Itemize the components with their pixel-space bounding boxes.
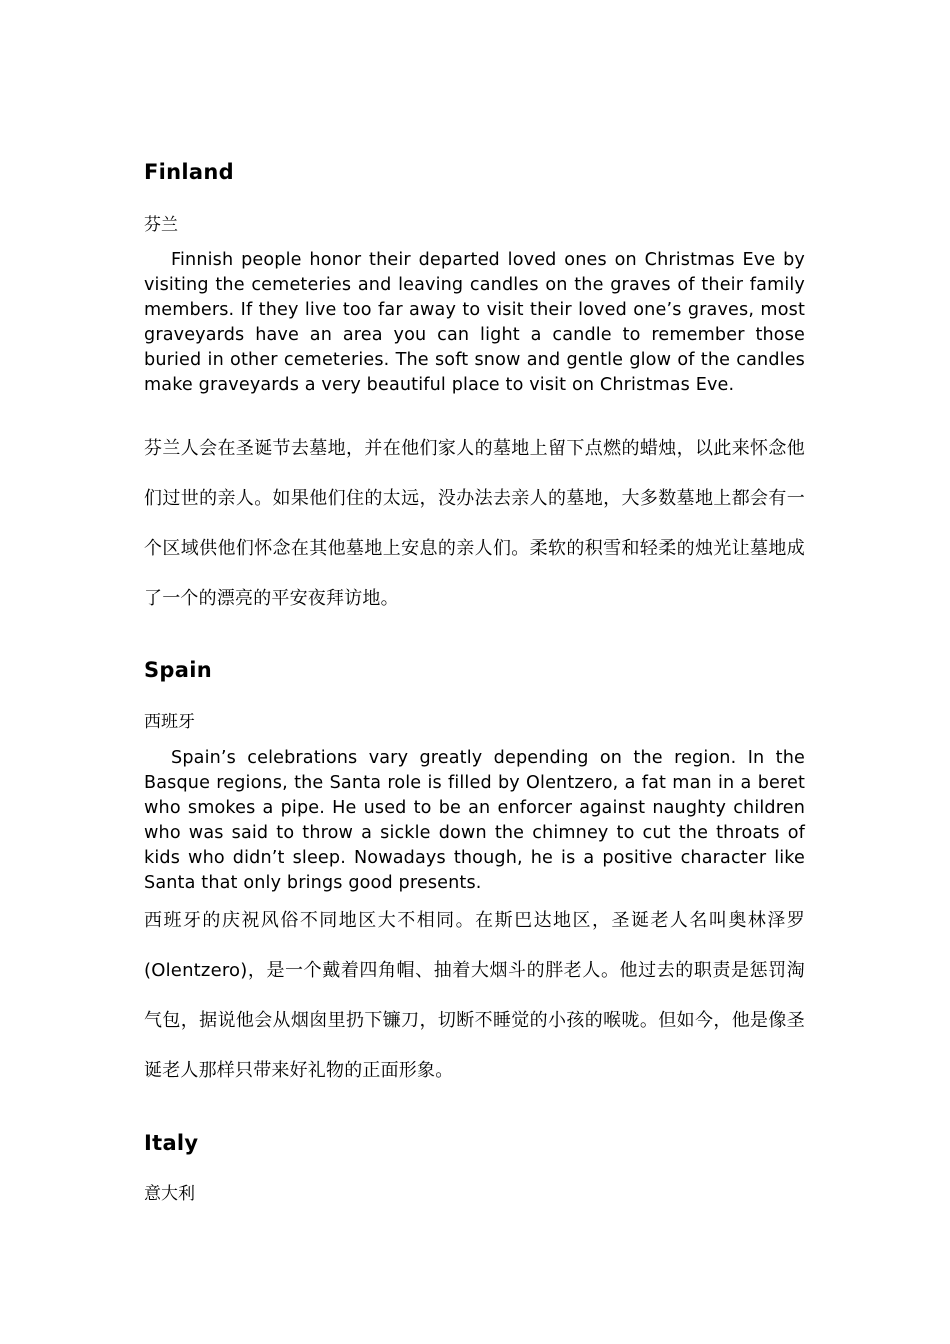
section-spain <box>144 658 805 1081</box>
english-paragraph: Finnish people honor their departed loved ones on Christmas Eve by visiting the cemeteries and leaving candles on the graves of their family members. If they live too far away to visit their loved one’s graves, most graveyards have an area you can light a candle to remember those buried in other cemeteries. The soft snow and gentle glow of the candles make graveyards a very beautiful place to visit on Christmas Eve. <box>144 250 805 395</box>
section-finland <box>144 160 805 609</box>
chinese-paragraph: 芬兰人会在圣诞节去墓地，并在他们家人的墓地上留下点燃的蜡烛，以此来怀念他们过世的亲人。如果他们住的太远，没办法去亲人的墓地，大多数墓地上都会有一个区域供他们怀念在其他墓地上安息的亲人们。柔软的积雪和轻柔的烛光让墓地成了一个的漂亮的平安夜拜访地。 <box>144 438 805 609</box>
section-heading: Spain <box>144 658 212 682</box>
section-heading: Italy <box>144 1131 199 1155</box>
section-subtitle: 芬兰 <box>144 215 178 235</box>
section-italy <box>144 1131 805 1204</box>
chinese-paragraph: 西班牙的庆祝风俗不同地区大不相同。在斯巴达地区，圣诞老人名叫奥林泽罗(Olentzero)，是一个戴着四角帽、抽着大烟斗的胖老人。他过去的职责是惩罚淘气包，据说他会从烟囱里扔下镰刀，切断不睡觉的小孩的喉咙。但如今，他是像圣诞老人那样只带来好礼物的正面形象。 <box>144 910 805 1081</box>
section-heading: Finland <box>144 160 234 184</box>
section-subtitle: 西班牙 <box>144 712 195 732</box>
section-subtitle: 意大利 <box>144 1184 195 1204</box>
english-paragraph: Spain’s celebrations vary greatly depending on the region. In the Basque regions, the Santa role is filled by Olentzero, a fat man in a beret who smokes a pipe. He used to be an enforcer against naughty children who was said to throw a sickle down the chimney to cut the throats of kids who didn’t sleep. Nowadays though, he is a positive character like Santa that only brings good presents. <box>144 748 805 893</box>
